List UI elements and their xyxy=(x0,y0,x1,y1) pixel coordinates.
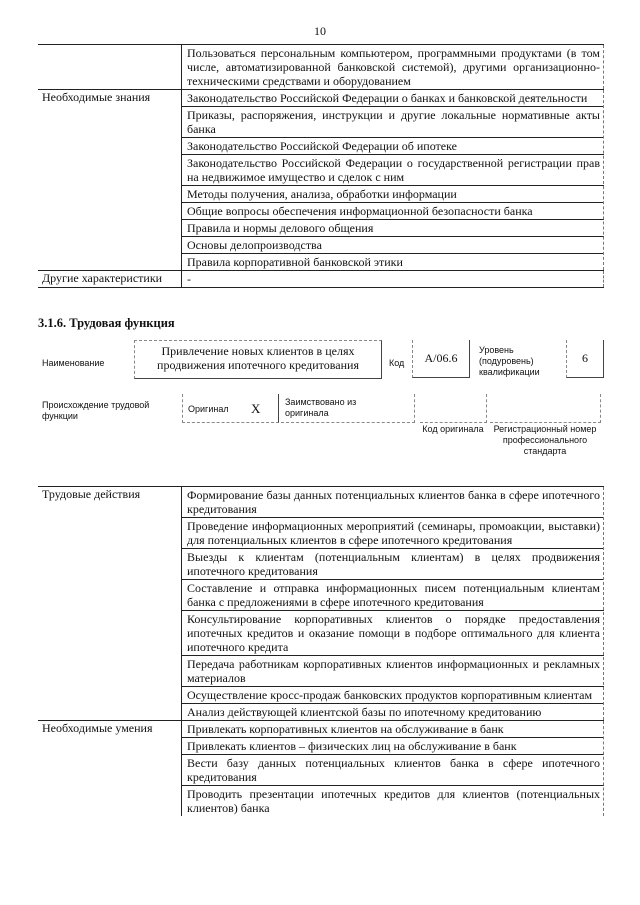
code-original-box xyxy=(420,394,487,423)
list-item: Законодательство Российской Федерации о государственной регистрации прав на недвижимое имущество и сделок с ним xyxy=(182,155,604,186)
list-item: Формирование базы данных потенциальных клиентов банка в сфере ипотечного кредитования xyxy=(182,487,604,518)
list-item: Привлекать клиентов – физических лиц на обслуживание в банк xyxy=(182,738,604,755)
row-cells xyxy=(181,721,604,816)
list-item: Анализ действующей клиентской базы по ипотечному кредитованию xyxy=(187,705,542,719)
borrowed-box xyxy=(281,394,415,423)
row-cells xyxy=(181,45,604,89)
list-item: Привлекать корпоративных клиентов на обслуживание в банк xyxy=(182,721,604,738)
list-item: Консультирование корпоративных клиентов о порядке предоставления ипотечных кредитов и оказание помощи в подборе оптимального для клиента ипотечного кредита xyxy=(182,611,604,656)
table-row xyxy=(38,270,604,288)
list-item: Осуществление кросс-продаж банковских продуктов корпоративным клиентам xyxy=(182,687,604,704)
page-number: 10 xyxy=(314,24,326,38)
list-item: Вести базу данных потенциальных клиентов банка в сфере ипотечного кредитования xyxy=(182,755,604,786)
code-label: Код xyxy=(389,358,405,368)
knowledge-table xyxy=(38,44,604,288)
level-value-box xyxy=(566,340,604,378)
row-cells xyxy=(181,90,604,270)
list-item: Проводить презентации ипотечных кредитов для клиентов (потенциальных клиентов) банка xyxy=(187,787,600,815)
list-item: Законодательство Российской Федерации о банках и банковской деятельности xyxy=(182,90,604,107)
code-original-label: Код оригинала xyxy=(422,424,484,434)
name-value-box xyxy=(134,340,382,379)
list-item: Основы делопроизводства xyxy=(182,237,604,254)
reg-number-box xyxy=(490,394,601,423)
table-row xyxy=(38,720,604,816)
row-label: Трудовые действия xyxy=(42,487,141,501)
list-item: Общие вопросы обеспечения информационной безопасности банка xyxy=(182,203,604,220)
list-item: Пользоваться персональным компьютером, программными продуктами (в том числе, автоматизированной банковской системой), другими организационно-техническими средствами и оборудованием xyxy=(187,46,600,88)
list-item: Приказы, распоряжения, инструкции и другие локальные нормативные акты банка xyxy=(182,107,604,138)
list-item: Выезды к клиентам (потенциальным клиентам) в целях продвижения ипотечного кредитования xyxy=(182,549,604,580)
code-value-box xyxy=(412,340,470,378)
original-label: Оригинал xyxy=(188,404,229,414)
level-label: Уровень (подуровень) квалификации xyxy=(479,345,540,377)
reg-number-label: Регистрационный номер профессионального стандарта xyxy=(493,424,597,456)
original-box xyxy=(182,394,279,423)
list-item: Правила и нормы делового общения xyxy=(182,220,604,237)
row-label: Необходимые умения xyxy=(42,721,153,735)
borrowed-label: Заимствовано из оригинала xyxy=(285,397,357,418)
original-mark: X xyxy=(251,401,261,416)
table-row xyxy=(38,89,604,270)
name-value: Привлечение новых клиентов в целях продвижения ипотечного кредитования xyxy=(157,344,359,372)
table-row xyxy=(38,44,604,89)
row-cells xyxy=(181,271,604,287)
row-label: Необходимые знания xyxy=(42,90,151,104)
list-item: - xyxy=(187,272,191,286)
list-item: Составление и отправка информационных писем потенциальным клиентам банка с предложениями в сфере ипотечного кредитования xyxy=(182,580,604,611)
list-item: Законодательство Российской Федерации об ипотеке xyxy=(182,138,604,155)
row-label: Другие характеристики xyxy=(42,271,163,285)
section-title: 3.1.6. Трудовая функция xyxy=(38,316,175,330)
list-item: Проведение информационных мероприятий (семинары, промоакции, выставки) для потенциальных клиентов в сфере ипотечного кредитования xyxy=(182,518,604,549)
work-actions-table xyxy=(38,486,604,816)
table-row xyxy=(38,486,604,720)
list-item: Методы получения, анализа, обработки информации xyxy=(182,186,604,203)
origin-label: Происхождение трудовой функции xyxy=(42,400,150,421)
row-cells xyxy=(181,487,604,720)
level-value: 6 xyxy=(582,351,588,365)
list-item: Передача работникам корпоративных клиентов информационных и рекламных материалов xyxy=(182,656,604,687)
code-value: А/06.6 xyxy=(424,351,458,365)
list-item: Правила корпоративной банковской этики xyxy=(187,255,403,269)
row-label xyxy=(38,45,181,89)
name-label: Наименование xyxy=(42,358,105,368)
